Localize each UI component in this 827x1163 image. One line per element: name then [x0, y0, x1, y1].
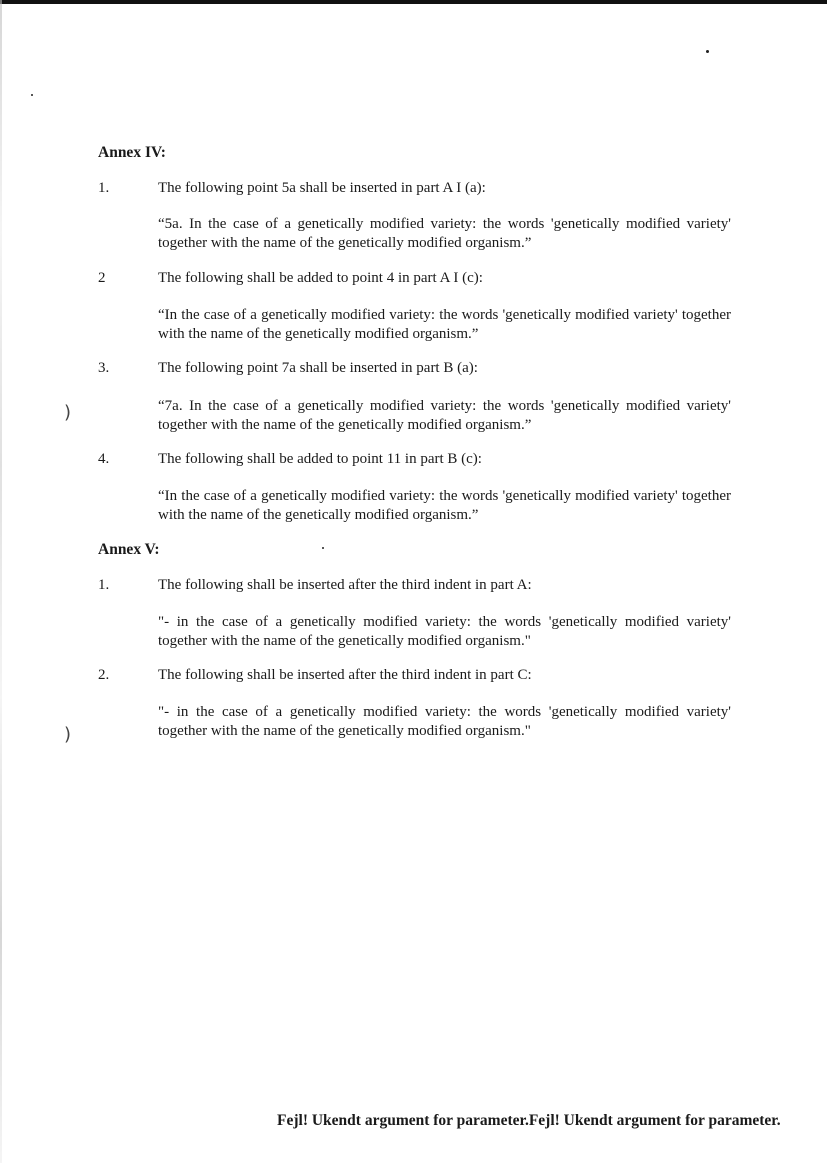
annex-v-heading: Annex V:: [98, 541, 160, 558]
annex-iv-item-4-quote: “In the case of a genetically modified variety: the words 'genetically modified variety' together with the name of the genetically modified organism.”: [158, 488, 731, 523]
item-text: The following shall be inserted after the third indent in part C:: [158, 667, 532, 683]
page-top-border: [0, 0, 827, 4]
item-text: The following shall be added to point 11 in part B (c):: [158, 451, 482, 467]
item-text: The following shall be added to point 4 in part A I (c):: [158, 270, 483, 286]
item-text: The following point 7a shall be inserted in part B (a):: [158, 360, 478, 376]
scan-left-edge: [0, 0, 2, 1163]
punch-hole-mark: ): [64, 724, 72, 745]
annex-v-item-1-quote: "- in the case of a genetically modified variety: the words 'genetically modified variety' together with the name of the genetically modified organism.": [158, 614, 731, 649]
item-number: 4.: [98, 451, 110, 467]
item-text: The following shall be inserted after the third indent in part A:: [158, 577, 532, 593]
scan-speck: [31, 94, 33, 96]
punch-hole-mark: ): [64, 402, 72, 423]
item-number: 2: [98, 270, 106, 286]
item-number: 1.: [98, 180, 110, 196]
scan-speck: [322, 547, 324, 549]
item-number: 2.: [98, 667, 110, 683]
footer-field-error: Fejl! Ukendt argument for parameter.Fejl! Ukendt argument for parameter.: [277, 1112, 781, 1129]
scan-speck: [706, 50, 709, 53]
annex-iv-item-2-quote: “In the case of a genetically modified variety: the words 'genetically modified variety' together with the name of the genetically modified organism.”: [158, 307, 731, 342]
annex-iv-heading: Annex IV:: [98, 144, 166, 161]
annex-v-item-2-quote: "- in the case of a genetically modified variety: the words 'genetically modified variety' together with the name of the genetically modified organism.": [158, 704, 731, 739]
item-number: 3.: [98, 360, 110, 376]
item-text: The following point 5a shall be inserted in part A I (a):: [158, 180, 486, 196]
annex-iv-item-1-quote: “5a. In the case of a genetically modified variety: the words 'genetically modified variety' together with the name of the genetically modified organism.”: [158, 216, 731, 251]
item-number: 1.: [98, 577, 110, 593]
annex-iv-item-3-quote: “7a. In the case of a genetically modified variety: the words 'genetically modified variety' together with the name of the genetically modified organism.”: [158, 398, 731, 433]
